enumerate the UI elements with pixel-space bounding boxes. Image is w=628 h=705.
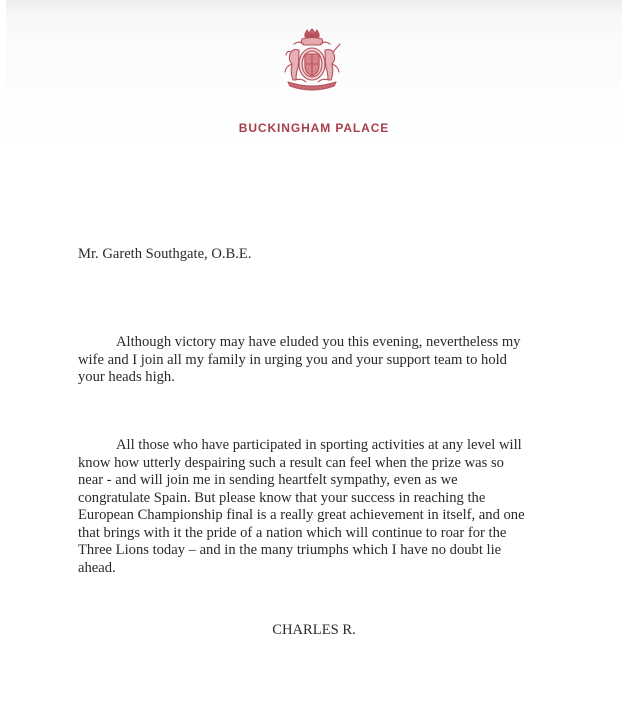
recipient-line: Mr. Gareth Southgate, O.B.E. bbox=[78, 246, 252, 262]
paragraph-line: Three Lions today – and in the many triumphs which I have no doubt lie bbox=[78, 542, 502, 558]
paragraph-line: congratulate Spain. But please know that your success in reaching the bbox=[78, 489, 486, 506]
paragraph-line: that brings with it the pride of a nation which will continue to roar for the bbox=[78, 524, 507, 541]
paragraph-line: Although victory may have eluded you this evening, nevertheless my bbox=[116, 334, 521, 350]
paragraph-line: European Championship final is a really great achievement in itself, and one bbox=[78, 507, 525, 523]
paragraph-line: ahead. bbox=[78, 559, 116, 576]
royal-coat-of-arms-icon bbox=[272, 28, 352, 94]
paragraph-line: All those who have participated in sporting activities at any level will bbox=[116, 437, 522, 453]
paragraph-line: know how utterly despairing such a result can feel when the prize was so bbox=[78, 454, 504, 471]
letter-paragraph-1 bbox=[78, 334, 558, 387]
paragraph-line: your heads high. bbox=[78, 369, 175, 385]
signature: CHARLES R. bbox=[272, 622, 356, 638]
paragraph-line: near - and will join me in sending heartfelt sympathy, even as we bbox=[78, 472, 458, 488]
letterhead-title: BUCKINGHAM PALACE bbox=[238, 121, 390, 135]
letter-paragraph-2 bbox=[78, 437, 558, 577]
paragraph-line: wife and I join all my family in urging you and your support team to hold bbox=[78, 351, 507, 368]
